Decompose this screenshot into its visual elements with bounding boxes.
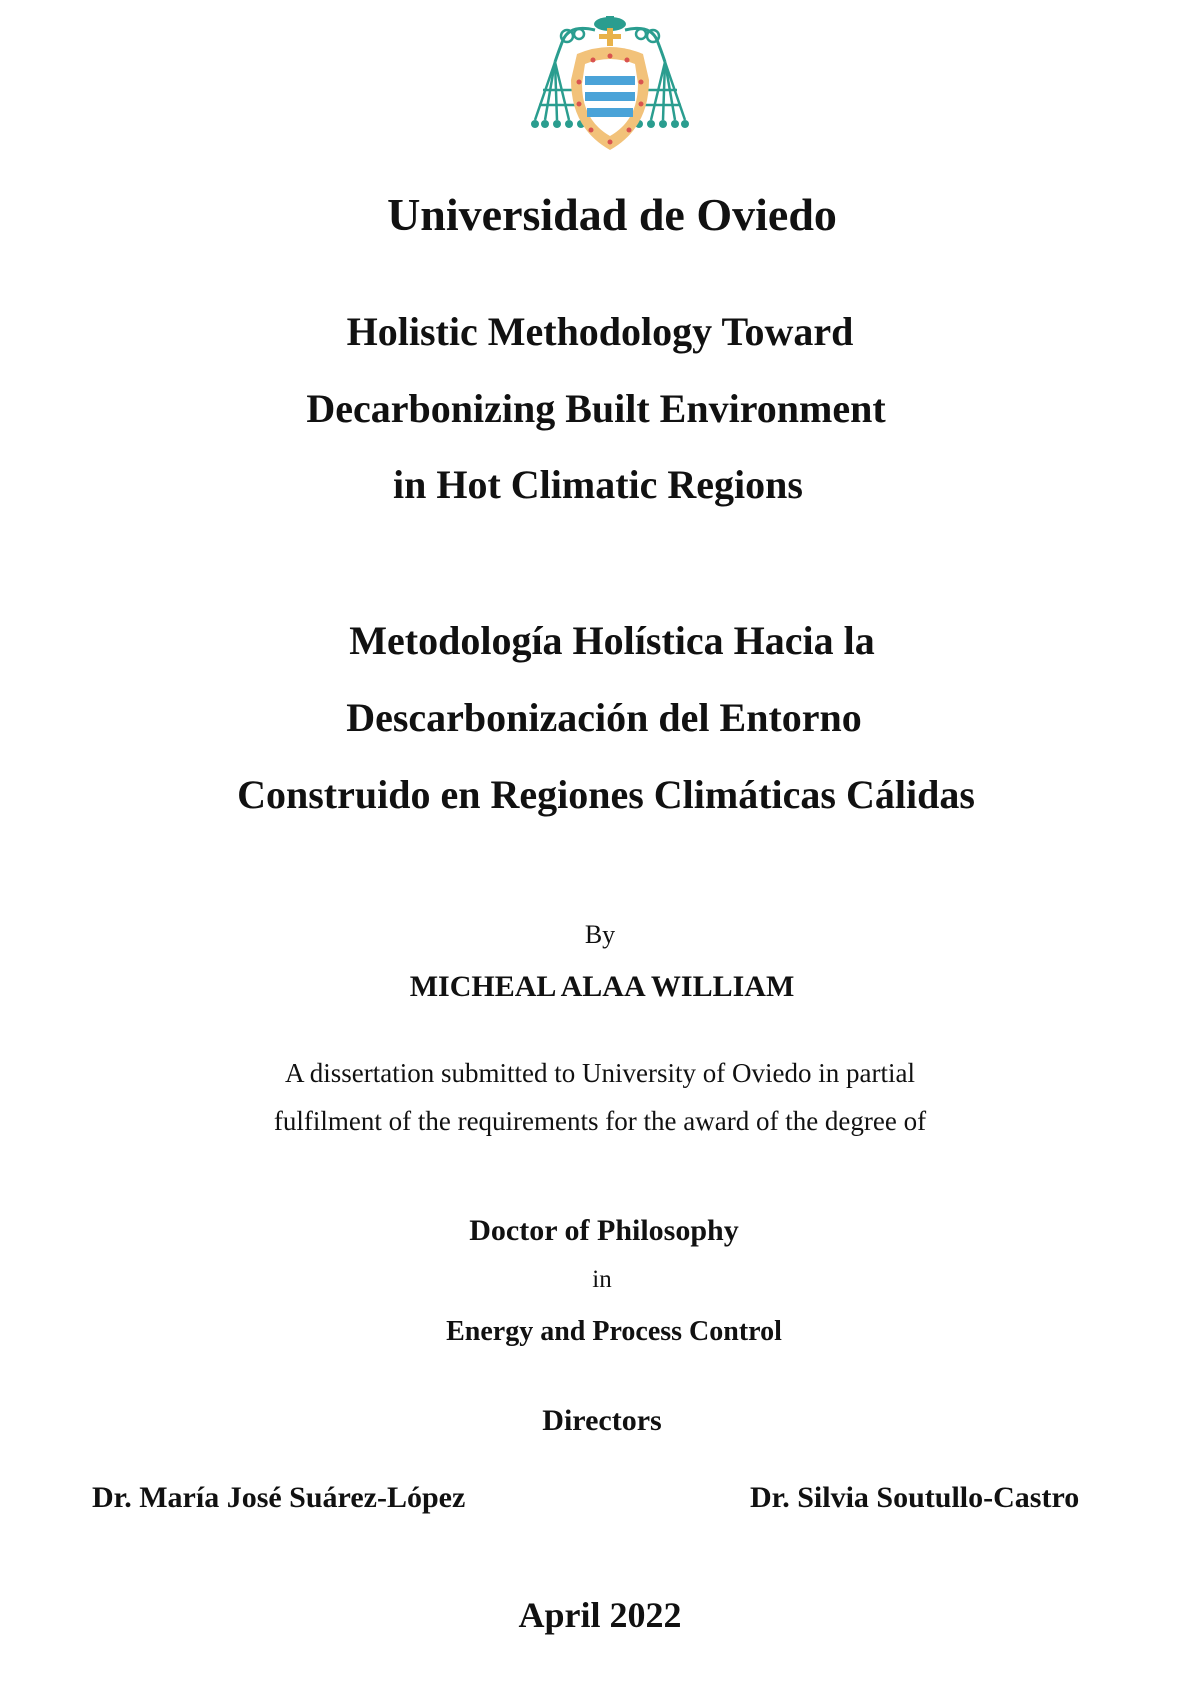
author-name: MICHEAL ALAA WILLIAM [409, 970, 795, 1003]
english-title-line-2: Decarbonizing Built Environment [306, 386, 886, 431]
spanish-title-line-3: Construido en Regiones Climáticas Cálidas [237, 772, 975, 817]
english-title-line-1: Holistic Methodology Toward [346, 309, 854, 354]
director-name-1: Dr. María José Suárez-López [92, 1481, 466, 1514]
english-title-line-3: in Hot Climatic Regions [393, 462, 803, 507]
dissertation-statement-line-2: fulfilment of the requirements for the award of the degree of [273, 1106, 927, 1136]
directors-label: Directors [542, 1404, 662, 1437]
spanish-title-line-2: Descarbonización del Entorno [346, 695, 862, 740]
university-crest-logo [515, 10, 705, 160]
degree-name: Doctor of Philosophy [469, 1214, 739, 1247]
by-label: By [584, 920, 616, 949]
spanish-title-line-1: Metodología Holística Hacia la [349, 618, 875, 663]
degree-field: Energy and Process Control [446, 1316, 782, 1347]
submission-date: April 2022 [518, 1595, 682, 1635]
director-name-2: Dr. Silvia Soutullo-Castro [750, 1481, 1080, 1514]
dissertation-statement-line-1: A dissertation submitted to University of Oviedo in partial [285, 1058, 915, 1088]
in-label: in [592, 1266, 612, 1293]
university-name: Universidad de Oviedo [387, 189, 837, 240]
